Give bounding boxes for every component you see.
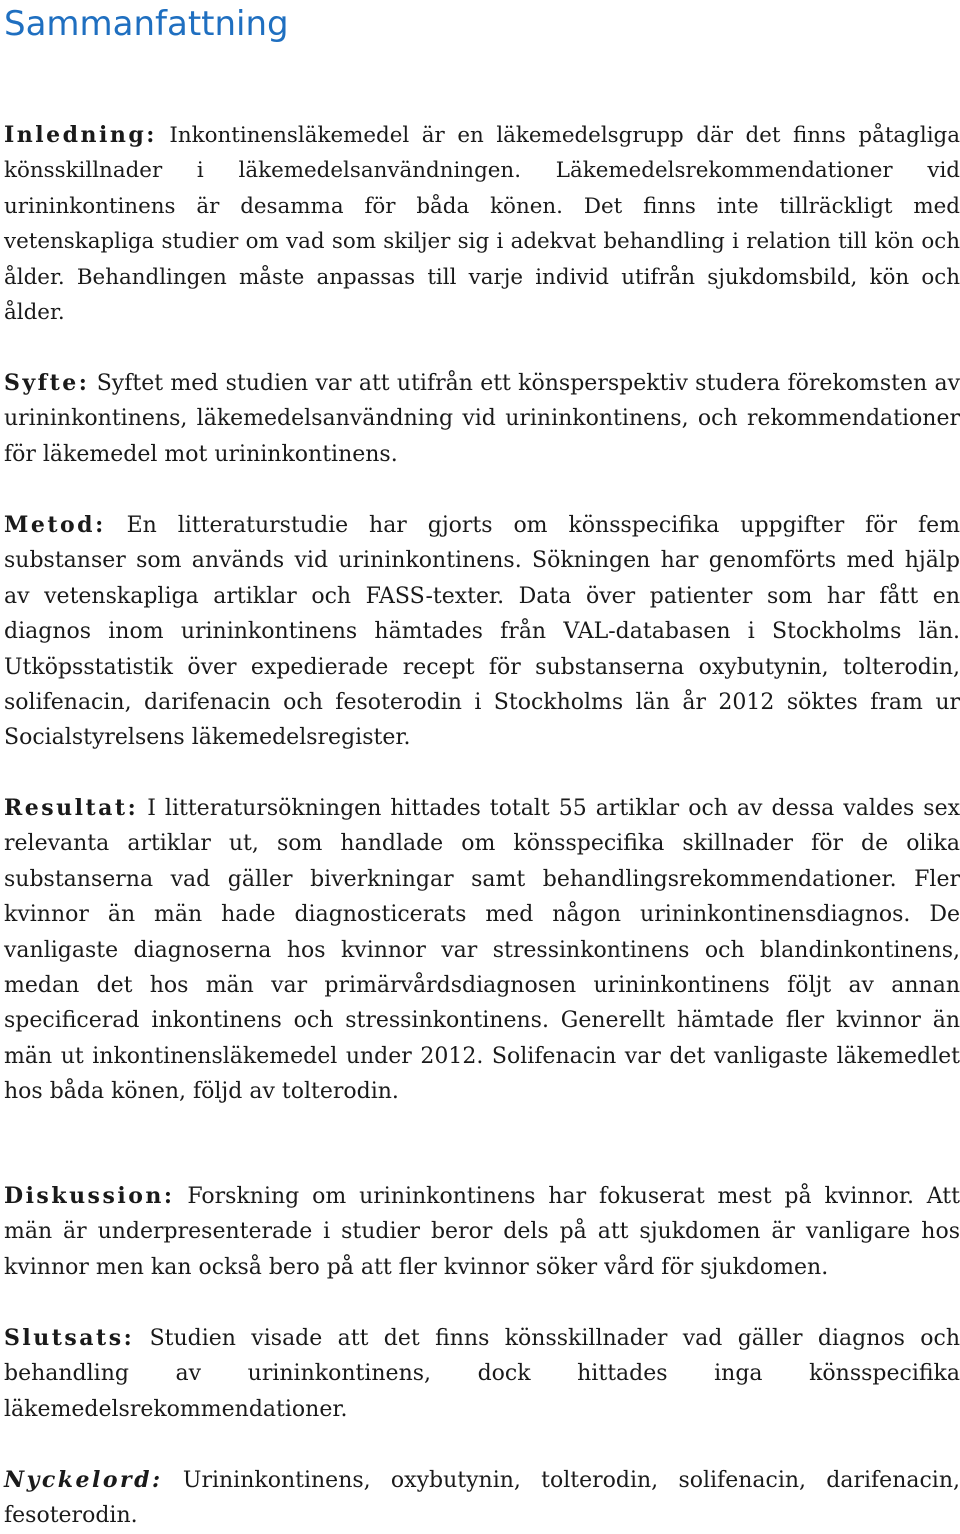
section-label: Metod: [4,512,106,538]
section-label: Nyckelord: [4,1467,163,1493]
section-syfte [4,366,960,472]
document-page [0,2,960,1528]
section-label: Inledning: [4,122,157,148]
section-metod [4,508,960,756]
section-text: Forskning om urininkontinens har fokuserat mest på kvinnor. Att män är underpresenterade i studier beror dels på att sjukdomen är vanligare hos kvinnor men kan också bero på att fler kvinnor söker vård för sjukdomen. [4,1184,960,1280]
section-slutsats [4,1321,960,1427]
section-label: Diskussion: [4,1183,175,1209]
section-label: Syfte: [4,370,90,396]
section-text: Urininkontinens, oxybutynin, tolterodin, solifenacin, darifenacin, fesoterodin. [4,1468,960,1529]
section-text: En litteraturstudie har gjorts om könsspecifika uppgifter för fem substanser som används vid urininkontinens. Sökningen har genomförts med hjälp av vetenskapliga artiklar och FASS-texter. Data över patienter som har fått en diagnos inom urininkontinens hämtades från VAL-databasen i Stockholms län. Utköpsstatistik över expedierade recept för substanserna oxybutynin, tolterodin, solifenacin, darifenacin och fesoterodin i Stockholms län år 2012 söktes fram ur Socialstyrelsens läkemedelsregister. [4,513,960,751]
section-text: Syftet med studien var att utifrån ett könsperspektiv studera förekomsten av urininkontinens, läkemedelsanvändning vid urininkontinens, och rekommendationer för läkemedel mot urininkontinens. [4,371,960,467]
section-label: Slutsats: [4,1325,135,1351]
section-text: I litteratursökningen hittades totalt 55 artiklar och av dessa valdes sex relevanta artiklar ut, som handlade om könsspecifika skillnader för de olika substanserna vad gäller biverkningar samt behandlingsrekommendationer. Fler kvinnor än män hade diagnosticerats med någon urininkontinensdiagnos. De vanligaste diagnoserna hos kvinnor var stressinkontinens och blandinkontinens, medan det hos män var primärvårdsdiagnosen urininkontinens följt av annan specificerad inkontinens och stressinkontinens. Generellt hämtade fler kvinnor än män ut inkontinensläkemedel under 2012. Solifenacin var det vanligaste läkemedlet hos båda könen, följd av tolterodin. [4,796,960,1105]
section-inledning [4,118,960,330]
section-text: Studien visade att det finns könsskillnader vad gäller diagnos och behandling av urininkontinens, dock hittades inga könsspecifika läkemedelsrekommendationer. [4,1326,960,1422]
section-label: Resultat: [4,795,139,821]
section-diskussion [4,1179,960,1285]
section-text: Inkontinensläkemedel är en läkemedelsgrupp där det finns påtagliga könsskillnader i läkemedelsanvändningen. Läkemedelsrekommendationer vid urininkontinens är desamma för båda könen. Det finns inte tillräckligt med vetenskapliga studier om vad som skiljer sig i adekvat behandling i relation till kön och ålder. Behandlingen måste anpassas till varje individ utifrån sjukdomsbild, kön och ålder. [4,123,960,326]
page-title: Sammanfattning [4,4,289,44]
section-nyckelord [4,1463,960,1534]
section-resultat [4,791,960,1110]
